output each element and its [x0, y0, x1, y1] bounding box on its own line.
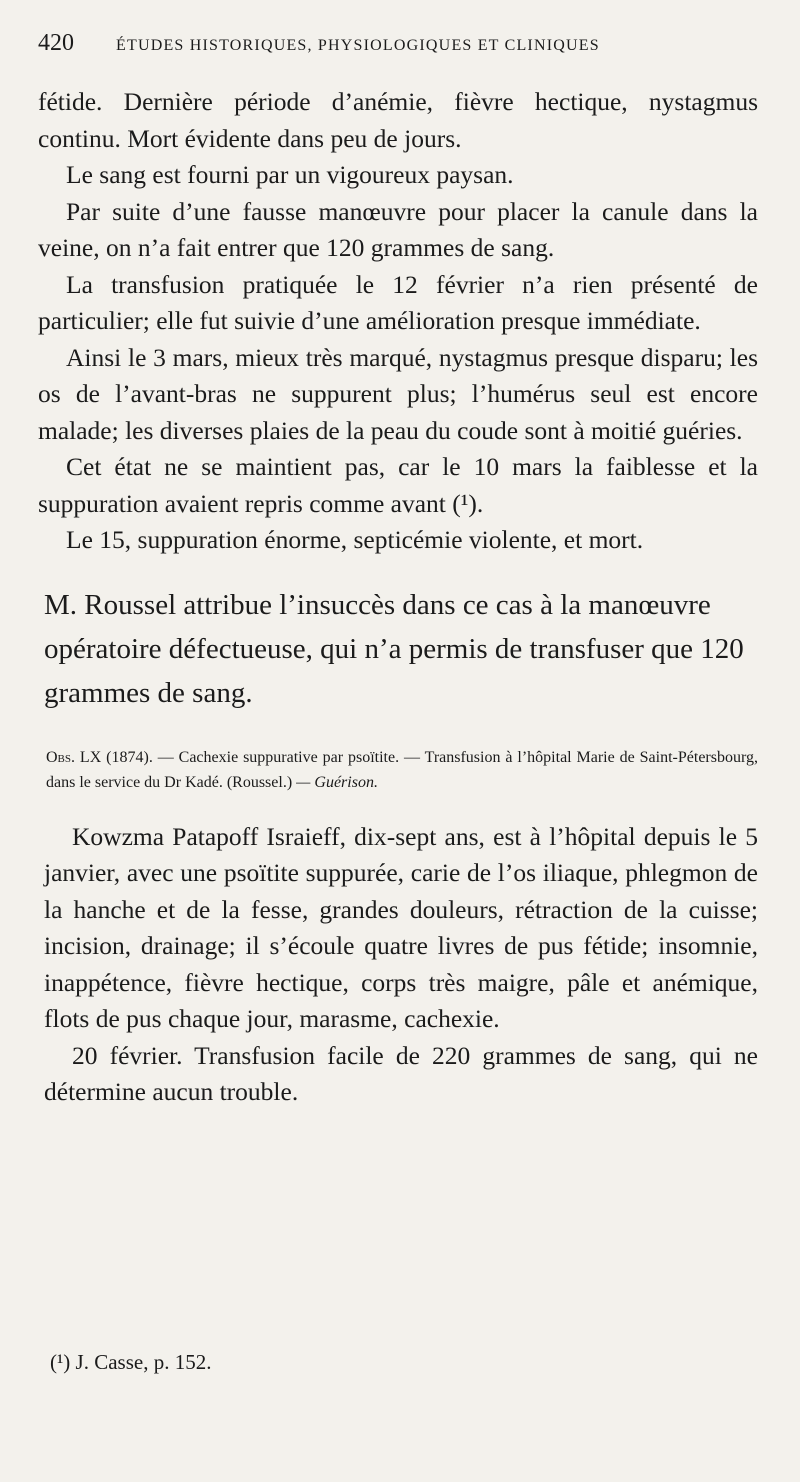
paragraph: 20 février. Transfusion facile de 220 grammes de sang, qui ne détermine aucun trouble.: [44, 1040, 758, 1106]
paragraph: Ainsi le 3 mars, mieux très marqué, nystagmus presque disparu; les os de l’avant-bras ne suppurent plus; l’humérus seul est encore malade; les diverses plaies de la peau du coude sont à moitié guéries.: [38, 342, 758, 445]
body-text-bottom: [44, 819, 758, 1111]
paragraph: Le 15, suppuration énorme, septicémie violente, et mort.: [66, 525, 644, 554]
running-head: [38, 30, 758, 76]
observation-outcome: — Guérison.: [296, 773, 378, 791]
running-title: ÉTUDES HISTORIQUES, PHYSIOLOGIQUES ET CLINIQUES: [116, 37, 600, 54]
inserted-note: M. Roussel attribue l’insuccès dans ce cas à la manœuvre opératoire défectueuse, qui n’a permis de transfuser que 120 grammes de sang.: [44, 588, 744, 709]
observation-label: Obs. LX (1874).: [46, 748, 153, 766]
page-number: 420: [38, 30, 74, 56]
paragraph: Cet état ne se maintient pas, car le 10 mars la faiblesse et la suppuration avaient repris comme avant (¹).: [38, 452, 758, 518]
paragraph: La transfusion pratiquée le 12 février n’a rien présenté de particulier; elle fut suivie d’une amélioration presque immédiate.: [38, 269, 758, 335]
observation-heading: [46, 745, 758, 795]
paragraph: Par suite d’une fausse manœuvre pour placer la canule dans la veine, on n’a fait entrer que 120 grammes de sang.: [38, 196, 758, 262]
paragraph: Le sang est fourni par un vigoureux paysan.: [66, 160, 514, 189]
footnote: (¹) J. Casse, p. 152.: [50, 1350, 212, 1374]
observation-text: — Cachexie suppurative par psoïtite. — Transfusion à l’hôpital Marie de Saint-Pétersbourg, dans le service du Dr Kadé. (Roussel.): [46, 748, 759, 791]
paragraph: Kowzma Patapoff Israieff, dix-sept ans, est à l’hôpital depuis le 5 janvier, avec une psoïtite suppurée, carie de l’os iliaque, phlegmon de la hanche et de la fesse, grandes douleurs, rétraction de la cuisse; incision, drainage; il s’écoule quatre livres de pus fétide; insomnie, inappétence, fièvre hectique, corps très maigre, pâle et anémique, flots de pus chaque jour, marasme, cachexie.: [44, 821, 758, 1033]
body-text-top: [38, 84, 758, 559]
paragraph: fétide. Dernière période d’anémie, fièvre hectique, nystagmus continu. Mort évidente dans peu de jours.: [38, 87, 758, 153]
